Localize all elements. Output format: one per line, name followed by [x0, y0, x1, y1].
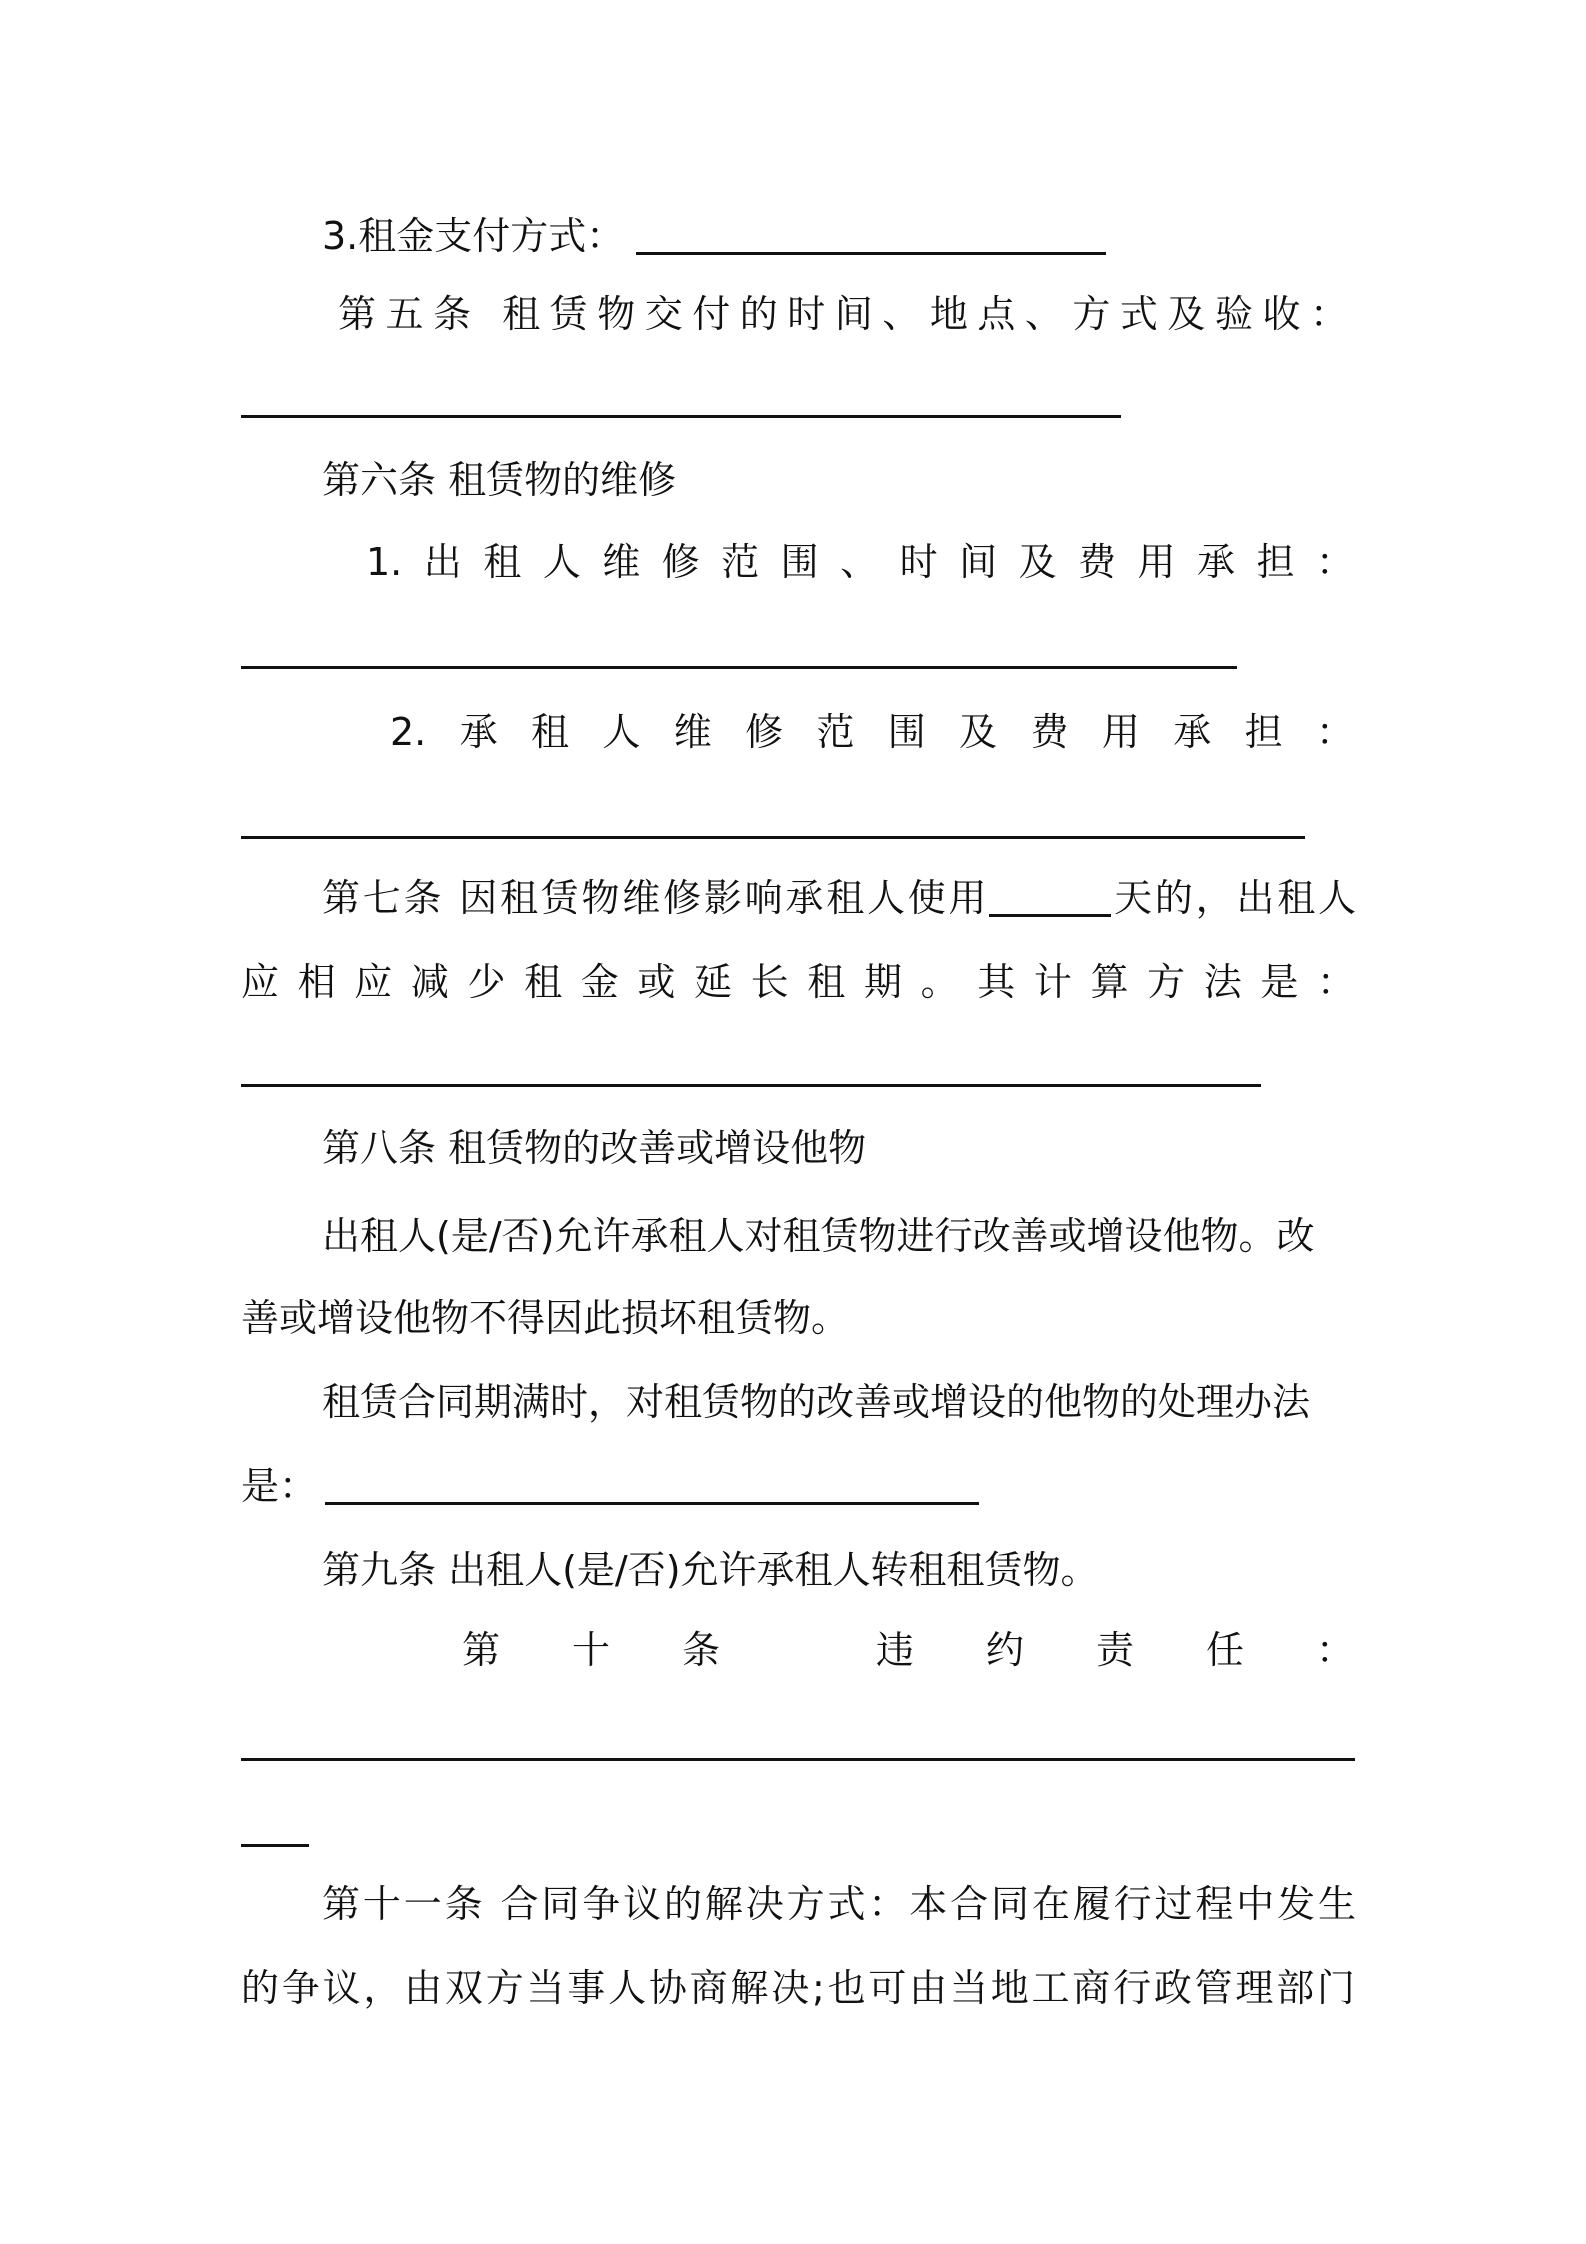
article-11-line-1: 第十一条 合同争议的解决方式：本合同在履行过程中发生 — [322, 1882, 1356, 1926]
article-8-para-2-line-1: 租赁合同期满时，对租赁物的改善或增设的他物的处理办法 — [322, 1380, 1311, 1424]
article-8-para-1-line-1: 出租人(是/否)允许承租人对租赁物进行改善或增设他物。改 — [322, 1214, 1315, 1258]
article-7-calc-blank[interactable] — [241, 1084, 1261, 1087]
rent-payment-method-blank[interactable] — [636, 252, 1106, 255]
article-8-heading: 第八条 租赁物的改善或增设他物 — [322, 1126, 867, 1170]
article-8-disposal-label: 是： — [241, 1464, 318, 1508]
article-10-heading: 第十条 违约责任： — [462, 1628, 1354, 1672]
article-10-blank-line-2[interactable] — [241, 1844, 309, 1847]
rent-payment-method-line — [322, 196, 1222, 276]
article-7-text-a: 第七条 因租赁物维修影响承租人使用 — [322, 876, 990, 920]
article-7-days-blank[interactable] — [989, 914, 1111, 917]
article-10-blank-line-1[interactable] — [241, 1758, 1355, 1761]
article-7-text-b: 天的，出租人 — [1111, 876, 1356, 920]
article-8-para-2-line-2 — [241, 1446, 1355, 1526]
rent-payment-method-label: 3.租金支付方式： — [322, 214, 625, 258]
article-6-heading: 第六条 租赁物的维修 — [322, 458, 677, 502]
article-5-blank[interactable] — [241, 415, 1121, 418]
article-9-line: 第九条 出租人(是/否)允许承租人转租租赁物。 — [322, 1548, 1099, 1592]
lessor-repair-blank[interactable] — [241, 666, 1237, 669]
article-8-disposal-blank[interactable] — [325, 1502, 979, 1505]
article-11-line-2: 的争议，由双方当事人协商解决;也可由当地工商行政管理部门 — [241, 1966, 1355, 2010]
lessor-repair-line: 1.出租人维修范围、时间及费用承担： — [366, 540, 1354, 584]
lessee-repair-line: 2.承租人维修范围及费用承担： — [390, 710, 1354, 754]
article-5-heading: 第五条 租赁物交付的时间、地点、方式及验收： — [338, 292, 1354, 336]
article-7-line-1 — [322, 858, 1356, 938]
lessee-repair-blank[interactable] — [241, 836, 1305, 839]
article-8-para-1-line-2: 善或增设他物不得因此损坏租赁物。 — [241, 1296, 850, 1340]
article-7-line-2: 应相应减少租金或延长租期。其计算方法是： — [241, 960, 1355, 1004]
